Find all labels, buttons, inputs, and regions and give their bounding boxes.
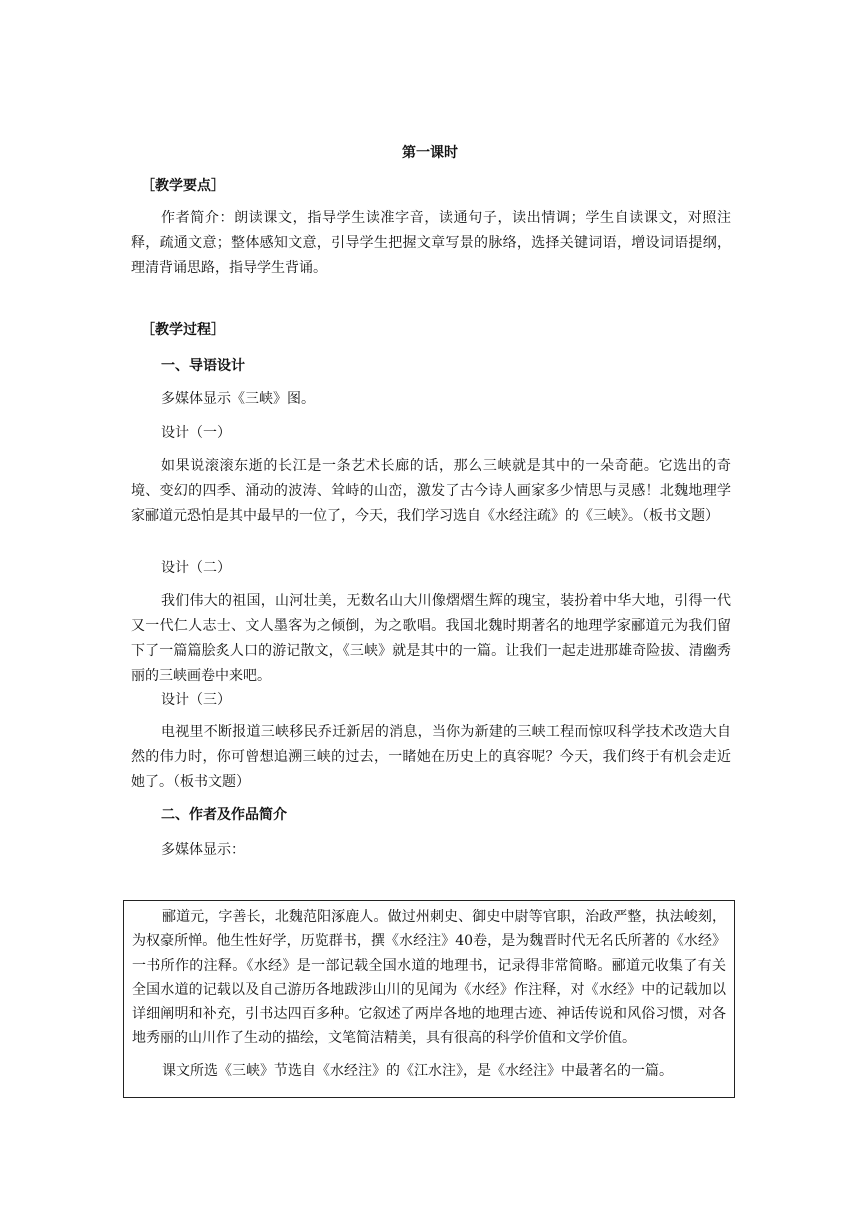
page-title: 第一课时 [402,145,458,161]
design3-paragraph-block [131,720,731,795]
author-info-paragraph: 郦道元，字善长，北魏范阳涿鹿人。做过州刺史、御史中尉等官职，治政严整，执法峻刻，为权豪所惮。他生性好学，历览群书，撰《水经注》40卷，是为魏晋时代无名氏所著的《水经》一书所作的注释。《水经》是一部记载全国水道的地理书，记录得非常简略。郦道元收集了有关全国水道的记载以及自己游历各地跋涉山川的见闻为《水经》作注释，对《水经》中的记载加以详细阐明和补充，引书达四百多种。它叙述了两岸各地的地理古迹、神话传说和风俗习惯，对各地秀丽的山川作了生动的描绘，文笔简洁精美，具有很高的科学价值和文学价值。 [132,909,726,1047]
key-points-section [131,176,731,281]
design2-label: 设计（二） [161,560,231,576]
design3-text: 电视里不断报道三峡移民乔迁新居的消息，当你为新建的三峡工程而惊叹科学技术改造大自然的伟力时，你可曾想追溯三峡的过去，一睹她在历史上的真容呢？今天，我们终于有机会走近她了。（板书文题） [131,724,731,790]
key-points-heading: ［教学要点］ [141,178,225,194]
design1-text: 如果说滚滚东逝的长江是一条艺术长廊的话，那么三峡就是其中的一朵奇葩。它选出的奇境、变幻的四季、涌动的波涛、耸峙的山峦，激发了古今诗人画家多少情思与灵感！北魏地理学家郦道元恐怕是其中最早的一位了，今天，我们学习选自《水经注疏》的《三峡》。（板书文题） [131,458,731,524]
key-points-text: 作者简介：朗读课文，指导学生读准字音，读通句子，读出情调；学生自读课文，对照注释，疏通文意；整体感知文意，引导学生把握文章写景的脉络，选择关键词语，增设词语提纲，理清背诵思路，指导学生背诵。 [131,210,731,276]
design1-label: 设计（一） [161,425,231,441]
design2-text: 我们伟大的祖国，山河壮美，无数名山大川像熠熠生辉的瑰宝，装扮着中华大地，引得一代又一代仁人志士、文人墨客为之倾倒，为之歌唱。我国北魏时期著名的地理学家郦道元为我们留下了一篇篇脍炙人口的游记散文，《三峡》就是其中的一篇。让我们一起走进那雄奇险拔、清幽秀丽的三峡画卷中来吧。 [131,593,731,684]
process-heading: ［教学过程］ [141,322,225,338]
design1-paragraph-block [131,454,731,529]
author-info-box [123,900,735,1098]
design2-paragraph-block [131,589,731,689]
design3-label: 设计（三） [161,692,231,708]
section2-media-line: 多媒体显示： [161,842,245,858]
section2-heading: 二、作者及作品简介 [161,807,287,823]
section1-media-line: 多媒体显示《三峡》图。 [161,391,315,407]
section1-heading: 一、导语设计 [161,358,245,374]
text-source-paragraph: 课文所选《三峡》节选自《水经注》的《江水注》，是《水经注》中最著名的一篇。 [162,1062,673,1079]
